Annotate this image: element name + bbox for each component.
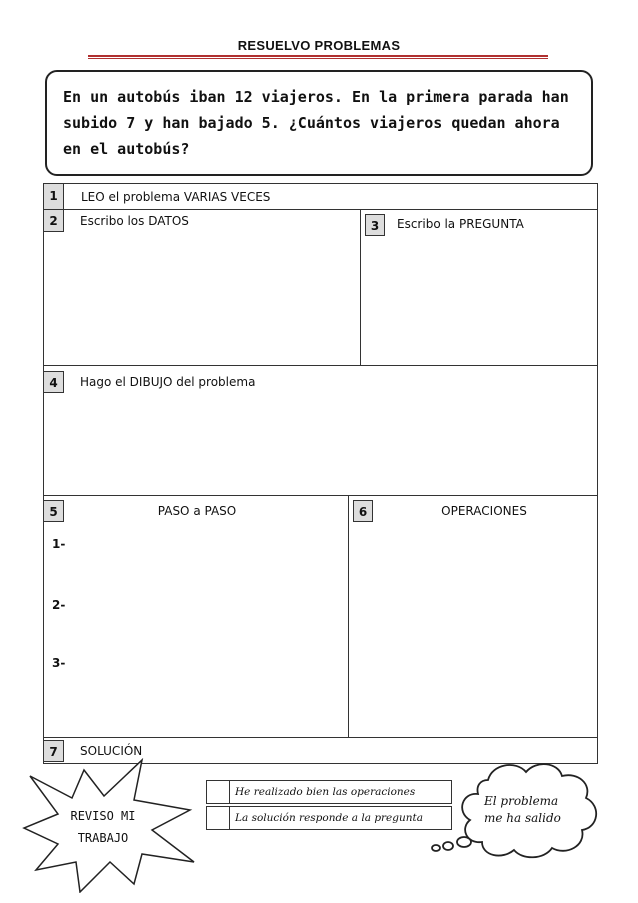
section-number: 4: [44, 371, 64, 393]
section-label: LEO el problema VARIAS VECES: [81, 190, 271, 204]
cloud-message: El problema me ha salido: [484, 794, 561, 825]
section-3-question[interactable]: [360, 209, 598, 366]
step-1-label: 1-: [52, 537, 66, 551]
section-2-data[interactable]: [43, 209, 361, 366]
review-label: REVISO MI TRABAJO: [70, 809, 136, 845]
section-4-drawing[interactable]: [43, 365, 598, 496]
cloud-bubble-medium: [443, 842, 453, 850]
cloud-bubble-small: [432, 845, 440, 851]
section-number: 7: [44, 740, 64, 762]
checklist-label: He realizado bien las operaciones: [230, 780, 452, 804]
checklist-item-operations: [206, 780, 452, 804]
section-number: 1: [44, 184, 64, 209]
section-number: 3: [365, 214, 385, 236]
section-6-operations[interactable]: [348, 495, 598, 738]
checkbox-operations[interactable]: [206, 780, 230, 804]
section-number: 2: [44, 210, 64, 232]
section-label: Hago el DIBUJO del problema: [80, 375, 256, 389]
section-label: Escribo la PREGUNTA: [397, 217, 524, 231]
section-5-steps[interactable]: [43, 495, 349, 738]
section-label: SOLUCIÓN: [80, 744, 143, 758]
step-2-label: 2-: [52, 598, 66, 612]
title-underline: [88, 55, 548, 59]
section-number: 5: [44, 500, 64, 522]
checkbox-answer[interactable]: [206, 806, 230, 830]
section-1-read: [43, 183, 598, 210]
section-number: 6: [353, 500, 373, 522]
step-3-label: 3-: [52, 656, 66, 670]
checklist-item-answer: [206, 806, 452, 830]
checklist-label: La solución responde a la pregunta: [230, 806, 452, 830]
section-label: OPERACIONES: [441, 504, 527, 518]
problem-statement: En un autobús iban 12 viajeros. En la primera parada han subido 7 y han bajado 5. ¿Cuántos viajeros quedan ahora en el autobús?: [45, 70, 593, 176]
cloud-bubble-large: [457, 837, 471, 847]
section-label: PASO a PASO: [157, 504, 237, 518]
page-title: RESUELVO PROBLEMAS: [237, 38, 401, 53]
section-label: Escribo los DATOS: [80, 214, 189, 228]
